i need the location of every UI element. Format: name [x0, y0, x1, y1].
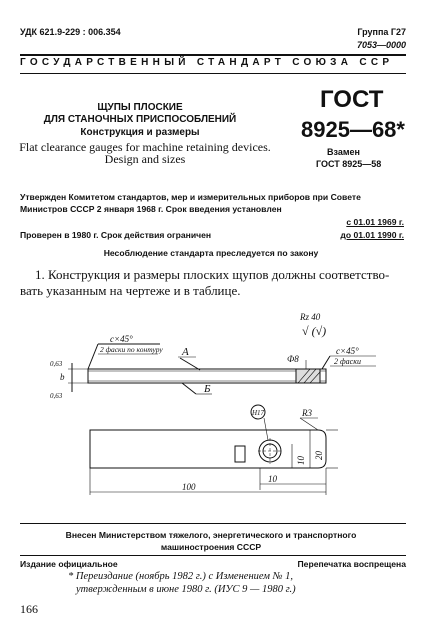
replaces-standard: ГОСТ 8925—58 — [316, 159, 382, 169]
chamfer-right-note: 2 фаски — [334, 357, 361, 366]
official-edition: Издание официальное — [20, 559, 118, 569]
title-line-1: ЩУПЫ ПЛОСКИЕ — [97, 102, 183, 113]
dim-r3: R3 — [302, 408, 312, 418]
effective-date: с 01.01 1969 г. — [346, 217, 404, 227]
reissue-note-1: * Переиздание (ноябрь 1982 г.) с Изменением № 1, — [68, 571, 294, 582]
clause-1-line-1: 1. Конструкция и размеры плоских щупов должны соответство- — [35, 267, 390, 282]
gauge-plan-view — [90, 430, 326, 468]
reprint-prohibited: Перепечатка воспрещена — [297, 559, 406, 569]
dim-20: 20 — [314, 451, 324, 460]
chamfer-right-label: c×45° — [336, 346, 359, 356]
introduced-line-2: машиностроения СССР — [160, 542, 262, 552]
section-label-b: Б — [204, 383, 211, 395]
marking-field — [235, 446, 245, 462]
dim-phi-8: Ф8 — [287, 354, 299, 364]
gauge-drawing — [0, 300, 422, 520]
clause-1-line-2: вать указанным на чертеже и в таблице. — [20, 283, 241, 298]
banner-bottom-rule — [20, 73, 406, 74]
udk-code: УДК 621.9-229 : 006.354 — [20, 27, 121, 37]
section-label-a: А — [182, 346, 189, 358]
banner-top-rule — [20, 54, 406, 56]
roughness-value: Rz 40 — [300, 312, 321, 322]
dim-10-vertical: 10 — [296, 456, 306, 465]
banner-title: ГОСУДАРСТВЕННЫЙ СТАНДАРТ СОЮЗА ССР — [20, 57, 394, 68]
title-english-1: Flat clearance gauges for machine retaining devices. — [19, 140, 271, 154]
replaces-label: Взамен — [327, 147, 360, 157]
gost-label: ГОСТ — [320, 86, 384, 113]
footer-bottom-rule — [20, 555, 406, 556]
dim-10-horizontal: 10 — [268, 474, 277, 484]
chamfer-left-label: c×45° — [110, 334, 133, 344]
reissue-note-2: утвержденным в июне 1980 г. (ИУС 9 — 1980 г.) — [76, 584, 296, 595]
dim-b: b — [60, 372, 65, 382]
chamfer-left-note: 2 фаски по контуру — [100, 345, 163, 354]
approval-line-2: Министров СССР 2 января 1968 г. Срок введения установлен — [20, 204, 282, 214]
dim-063-top: 0,63 — [50, 360, 63, 368]
dim-100: 100 — [182, 482, 196, 492]
group-code: Группа Г27 — [357, 27, 406, 37]
introduced-line-1: Внесен Министерством тяжелого, энергетического и транспортного — [65, 530, 357, 540]
title-line-2: ДЛЯ СТАНОЧНЫХ ПРИСПОСОБЛЕНИЙ — [43, 114, 237, 125]
gost-number: 8925—68* — [301, 117, 405, 142]
legal-notice: Несоблюдение стандарта преследуется по закону — [103, 248, 319, 258]
footer-top-rule — [20, 523, 406, 524]
page-number: 166 — [20, 602, 38, 616]
expiry-date: до 01.01 1990 г. — [340, 230, 404, 240]
approval-line-1: Утвержден Комитетом стандартов, мер и измерительных приборов при Совете — [20, 192, 361, 202]
dim-h17: Н17 — [252, 409, 265, 417]
review-note: Проверен в 1980 г. Срок действия ограничен — [20, 230, 212, 240]
roughness-symbol: √ (√) — [302, 324, 327, 338]
title-line-3: Конструкция и размеры — [80, 127, 200, 138]
dim-063-bottom: 0,63 — [50, 392, 63, 400]
title-english-2: Design and sizes — [104, 152, 186, 166]
okp-code: 7053—0000 — [356, 40, 406, 50]
